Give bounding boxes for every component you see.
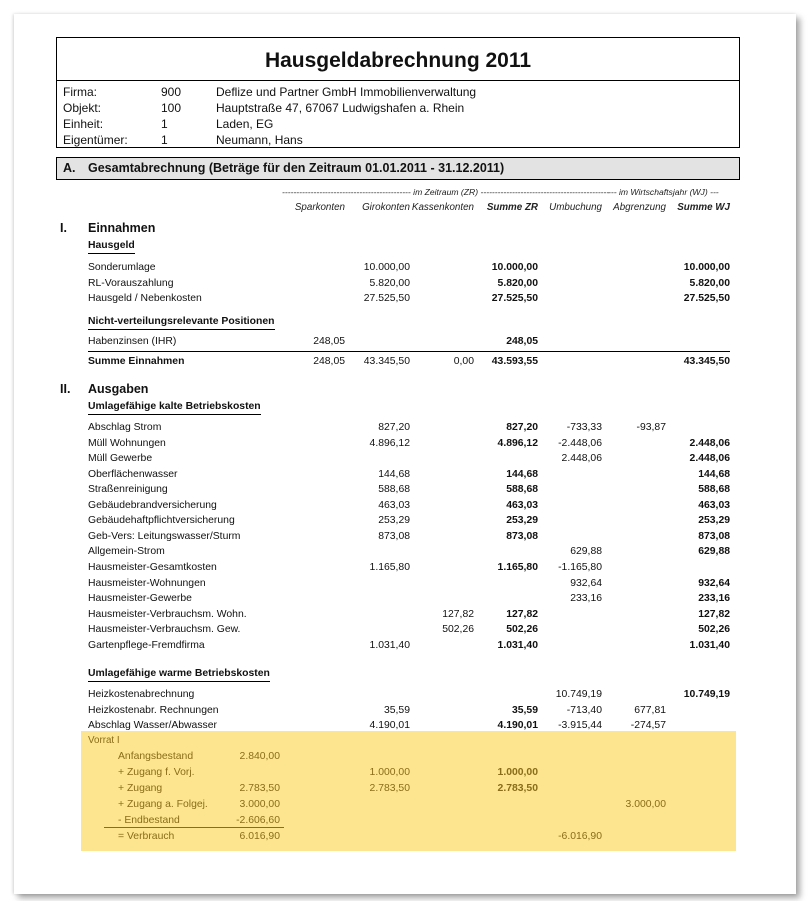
cell-sumwj: 27.525,50 bbox=[683, 293, 730, 304]
row-label: Gebäudebrandversicherung bbox=[88, 499, 217, 511]
cell-sumzr: 1.000,00 bbox=[497, 767, 538, 778]
table-row bbox=[14, 703, 796, 719]
subsection-title: Umlagefähige kalte Betriebskosten bbox=[88, 400, 261, 415]
vorrat-row bbox=[14, 781, 796, 797]
cell-umb: 932,64 bbox=[570, 577, 602, 589]
cell-sumzr: 827,20 bbox=[506, 422, 538, 433]
cell-umb: -3.915,44 bbox=[558, 720, 602, 731]
row-label: Gartenpflege-Fremdfirma bbox=[88, 639, 205, 651]
cell-sumzr: 2.783,50 bbox=[497, 783, 538, 794]
cell-giro: 1.000,00 bbox=[369, 767, 410, 778]
column-header-sumzr: Summe ZR bbox=[486, 202, 538, 213]
cell-giro: 4.896,12 bbox=[369, 437, 410, 449]
cell-abgr: 3.000,00 bbox=[625, 799, 666, 810]
header-box bbox=[56, 37, 740, 148]
row-label: Hausmeister-Gewerbe bbox=[88, 593, 192, 605]
vorrat-label: - Endbestand bbox=[118, 815, 180, 826]
vorrat-row bbox=[14, 765, 796, 781]
row-label: Summe Einnahmen bbox=[88, 356, 185, 367]
cell-sumzr: 4.190,01 bbox=[497, 720, 538, 731]
header-divider bbox=[57, 80, 739, 81]
cell-sumwj: 2.448,06 bbox=[689, 453, 730, 465]
row-label: Hausgeld / Nebenkosten bbox=[88, 293, 202, 304]
section-a-header bbox=[56, 157, 740, 180]
subsection-title: Hausgeld bbox=[88, 239, 135, 254]
cell-giro: 588,68 bbox=[378, 484, 410, 496]
row-label: Straßenreinigung bbox=[88, 484, 168, 496]
objekt-address: Hauptstraße 47, 67067 Ludwigshafen a. Rhein bbox=[216, 101, 465, 115]
vorrat-row bbox=[14, 829, 796, 845]
subsection-warme-betriebskosten bbox=[14, 667, 796, 683]
vorrat-row bbox=[14, 797, 796, 813]
cell-sumzr: 1.165,80 bbox=[497, 561, 538, 573]
column-header-giro: Girokonten bbox=[362, 202, 410, 213]
table-row bbox=[14, 420, 796, 436]
cell-giro: 827,20 bbox=[378, 422, 410, 433]
table-row bbox=[14, 622, 796, 638]
cell-giro: 10.000,00 bbox=[363, 262, 410, 273]
document-content bbox=[14, 14, 796, 894]
vorrat-label: + Zugang f. Vorj. bbox=[118, 767, 195, 778]
cell-giro: 35,59 bbox=[383, 704, 410, 716]
table-row bbox=[14, 467, 796, 483]
vorrat-label: + Zugang bbox=[118, 783, 163, 794]
row-label: Sonderumlage bbox=[88, 262, 156, 273]
total-row bbox=[14, 354, 796, 370]
section-ausgaben bbox=[14, 381, 796, 399]
column-group-header bbox=[14, 184, 796, 200]
row-label: Heizkostenabr. Rechnungen bbox=[88, 704, 219, 716]
cell-umb: 629,88 bbox=[570, 546, 602, 558]
row-label: Habenzinsen (IHR) bbox=[88, 336, 177, 347]
subsection-title: Umlagefähige warme Betriebskosten bbox=[88, 667, 270, 682]
document-title: Hausgeldabrechnung 2011 bbox=[264, 49, 532, 72]
cell-sumwj: 502,26 bbox=[698, 624, 730, 636]
info-values bbox=[216, 84, 476, 148]
cell-spar: 2.783,50 bbox=[239, 783, 280, 794]
table-row bbox=[14, 513, 796, 529]
vorrat-label: Anfangsbestand bbox=[118, 751, 194, 762]
cell-sumwj: 629,88 bbox=[698, 546, 730, 558]
cell-spar: 6.016,90 bbox=[239, 831, 280, 842]
cell-sumwj: 463,03 bbox=[698, 499, 730, 511]
cell-sumzr: 5.820,00 bbox=[497, 277, 538, 289]
cell-giro: 43.345,50 bbox=[363, 356, 410, 367]
cell-sumwj: 253,29 bbox=[698, 515, 730, 527]
column-header-kasse: Kassenkonten bbox=[411, 202, 474, 213]
cell-sumwj: 5.820,00 bbox=[689, 277, 730, 289]
cell-sumwj: 10.749,19 bbox=[683, 689, 730, 700]
vorrat-row bbox=[14, 749, 796, 765]
cell-giro: 5.820,00 bbox=[369, 277, 410, 289]
row-label: Heizkostenabrechnung bbox=[88, 689, 195, 700]
cell-umb: -6.016,90 bbox=[558, 831, 602, 842]
cell-sumzr: 10.000,00 bbox=[491, 262, 538, 273]
table-row bbox=[14, 498, 796, 514]
label-einheit: Einheit: bbox=[63, 117, 104, 131]
row-label: Hausmeister-Gesamtkosten bbox=[88, 561, 217, 573]
subsection-title: Nicht-verteilungsrelevante Positionen bbox=[88, 315, 275, 330]
total-separator bbox=[88, 351, 730, 352]
row-label: Hausmeister-Verbrauchsm. Gew. bbox=[88, 624, 241, 636]
cell-sumwj: 127,82 bbox=[698, 608, 730, 620]
section-title-einnahmen: Einnahmen bbox=[88, 221, 156, 235]
section-roman-ii: II. bbox=[60, 382, 71, 396]
firma-number: 900 bbox=[161, 85, 182, 99]
row-label: Geb-Vers: Leitungswasser/Sturm bbox=[88, 530, 241, 542]
cell-giro: 1.031,40 bbox=[369, 639, 410, 651]
cell-sumzr: 873,08 bbox=[506, 530, 538, 542]
row-label: Abschlag Strom bbox=[88, 422, 162, 433]
cell-giro: 27.525,50 bbox=[363, 293, 410, 304]
subsection-nicht-verteilungsrelevant bbox=[14, 315, 796, 331]
cell-spar: 2.840,00 bbox=[239, 751, 280, 762]
table-row bbox=[14, 591, 796, 607]
einheit-name: Laden, EG bbox=[216, 117, 274, 131]
cell-sumwj: 2.448,06 bbox=[689, 437, 730, 449]
row-label: Gebäudehaftpflichtversicherung bbox=[88, 515, 235, 527]
column-header-sumwj: Summe WJ bbox=[677, 202, 730, 213]
vorrat-label: = Verbrauch bbox=[118, 831, 175, 842]
cell-umb: 2.448,06 bbox=[561, 453, 602, 465]
cell-sumzr: 144,68 bbox=[506, 468, 538, 480]
cell-abgr: -274,57 bbox=[630, 720, 666, 731]
table-row bbox=[14, 276, 796, 292]
cell-sumzr: 43.593,55 bbox=[491, 356, 538, 367]
cell-sumzr: 588,68 bbox=[506, 484, 538, 496]
cell-sumzr: 4.896,12 bbox=[497, 437, 538, 449]
column-header-abgr: Abgrenzung bbox=[613, 202, 666, 213]
table-row bbox=[14, 482, 796, 498]
vorrat-row bbox=[14, 813, 796, 829]
table-row bbox=[14, 607, 796, 623]
cell-spar: 248,05 bbox=[313, 356, 345, 367]
objekt-number: 100 bbox=[161, 101, 182, 115]
cell-umb: -1.165,80 bbox=[558, 561, 602, 573]
section-a-letter: A. bbox=[63, 161, 76, 175]
cell-sumwj: 1.031,40 bbox=[689, 639, 730, 651]
table-row bbox=[14, 260, 796, 276]
table-row bbox=[14, 544, 796, 560]
cell-umb: 10.749,19 bbox=[555, 689, 602, 700]
section-a-title: Gesamtabrechnung (Beträge für den Zeitraum 01.01.2011 - 31.12.2011) bbox=[88, 161, 505, 175]
section-roman-i: I. bbox=[60, 221, 67, 235]
torn-edge bbox=[14, 870, 796, 894]
cell-sumwj: 588,68 bbox=[698, 484, 730, 496]
cell-umb: -2.448,06 bbox=[558, 437, 602, 449]
subsection-hausgeld bbox=[14, 239, 796, 255]
cell-sumwj: 43.345,50 bbox=[683, 356, 730, 367]
cell-umb: 233,16 bbox=[570, 593, 602, 605]
row-label: Müll Wohnungen bbox=[88, 437, 166, 449]
table-row bbox=[14, 334, 796, 350]
row-label: Hausmeister-Wohnungen bbox=[88, 577, 206, 589]
label-eigentuemer: Eigentümer: bbox=[63, 133, 128, 147]
row-label: Müll Gewerbe bbox=[88, 453, 153, 465]
cell-giro: 463,03 bbox=[378, 499, 410, 511]
table-row bbox=[14, 718, 796, 734]
cell-abgr: 677,81 bbox=[634, 704, 666, 716]
cell-giro: 2.783,50 bbox=[369, 783, 410, 794]
cell-sumzr: 27.525,50 bbox=[491, 293, 538, 304]
eigentuemer-name: Neumann, Hans bbox=[216, 133, 303, 147]
cell-giro: 144,68 bbox=[378, 468, 410, 480]
subsection-kalte-betriebskosten bbox=[14, 400, 796, 416]
cell-sumzr: 463,03 bbox=[506, 499, 538, 511]
cell-spar: 3.000,00 bbox=[239, 799, 280, 810]
group-header-zr: --------------------------------------------- im Zeitraum (ZR) --------------------------------------------- bbox=[282, 187, 610, 197]
cell-abgr: -93,87 bbox=[636, 422, 666, 433]
cell-sumzr: 35,59 bbox=[511, 704, 538, 716]
section-einnahmen bbox=[14, 220, 796, 238]
cell-kasse: 0,00 bbox=[453, 356, 474, 367]
row-label: Hausmeister-Verbrauchsm. Wohn. bbox=[88, 608, 247, 620]
row-label: Allgemein-Strom bbox=[88, 546, 165, 558]
cell-sumzr: 502,26 bbox=[506, 624, 538, 636]
label-objekt: Objekt: bbox=[63, 101, 102, 115]
vorrat-title: Vorrat I bbox=[88, 735, 120, 746]
column-header-umb: Umbuchung bbox=[549, 202, 602, 213]
cell-umb: -713,40 bbox=[566, 704, 602, 716]
table-row bbox=[14, 687, 796, 703]
eigentuemer-number: 1 bbox=[161, 133, 168, 147]
table-row bbox=[14, 560, 796, 576]
group-header-wj: --- im Wirtschaftsjahr (WJ) --- bbox=[608, 187, 719, 197]
cell-giro: 1.165,80 bbox=[369, 561, 410, 573]
cell-sumwj: 873,08 bbox=[698, 530, 730, 542]
table-row bbox=[14, 436, 796, 452]
table-row bbox=[14, 291, 796, 307]
cell-sumwj: 233,16 bbox=[698, 593, 730, 605]
row-label: Abschlag Wasser/Abwasser bbox=[88, 720, 217, 731]
info-numbers bbox=[161, 84, 181, 148]
cell-sumzr: 1.031,40 bbox=[497, 639, 538, 651]
cell-sumzr: 253,29 bbox=[506, 515, 538, 527]
row-label: RL-Vorauszahlung bbox=[88, 277, 174, 289]
vorrat-label: + Zugang a. Folgej. bbox=[118, 799, 208, 810]
cell-sumwj: 10.000,00 bbox=[683, 262, 730, 273]
row-label: Oberflächenwasser bbox=[88, 468, 178, 480]
table-row bbox=[14, 638, 796, 654]
cell-spar: 248,05 bbox=[313, 336, 345, 347]
cell-sumwj: 144,68 bbox=[698, 468, 730, 480]
column-header-spar: Sparkonten bbox=[294, 202, 345, 213]
cell-giro: 4.190,01 bbox=[369, 720, 410, 731]
cell-kasse: 127,82 bbox=[442, 608, 474, 620]
table-row bbox=[14, 451, 796, 467]
einheit-number: 1 bbox=[161, 117, 168, 131]
cell-spar: -2.606,60 bbox=[236, 815, 280, 826]
info-labels bbox=[63, 84, 128, 148]
cell-sumzr: 248,05 bbox=[506, 336, 538, 347]
cell-giro: 253,29 bbox=[378, 515, 410, 527]
cell-umb: -733,33 bbox=[566, 422, 602, 433]
vorrat-title bbox=[14, 733, 796, 749]
table-row bbox=[14, 529, 796, 545]
cell-kasse: 502,26 bbox=[442, 624, 474, 636]
firma-name: Deflize und Partner GmbH Immobilienverwaltung bbox=[216, 85, 477, 99]
document-page bbox=[14, 14, 796, 894]
table-row bbox=[14, 576, 796, 592]
cell-giro: 873,08 bbox=[378, 530, 410, 542]
cell-sumzr: 127,82 bbox=[506, 608, 538, 620]
cell-sumwj: 932,64 bbox=[698, 577, 730, 589]
column-header-row bbox=[14, 200, 796, 216]
label-firma: Firma: bbox=[63, 85, 97, 99]
section-title-ausgaben: Ausgaben bbox=[88, 382, 149, 396]
